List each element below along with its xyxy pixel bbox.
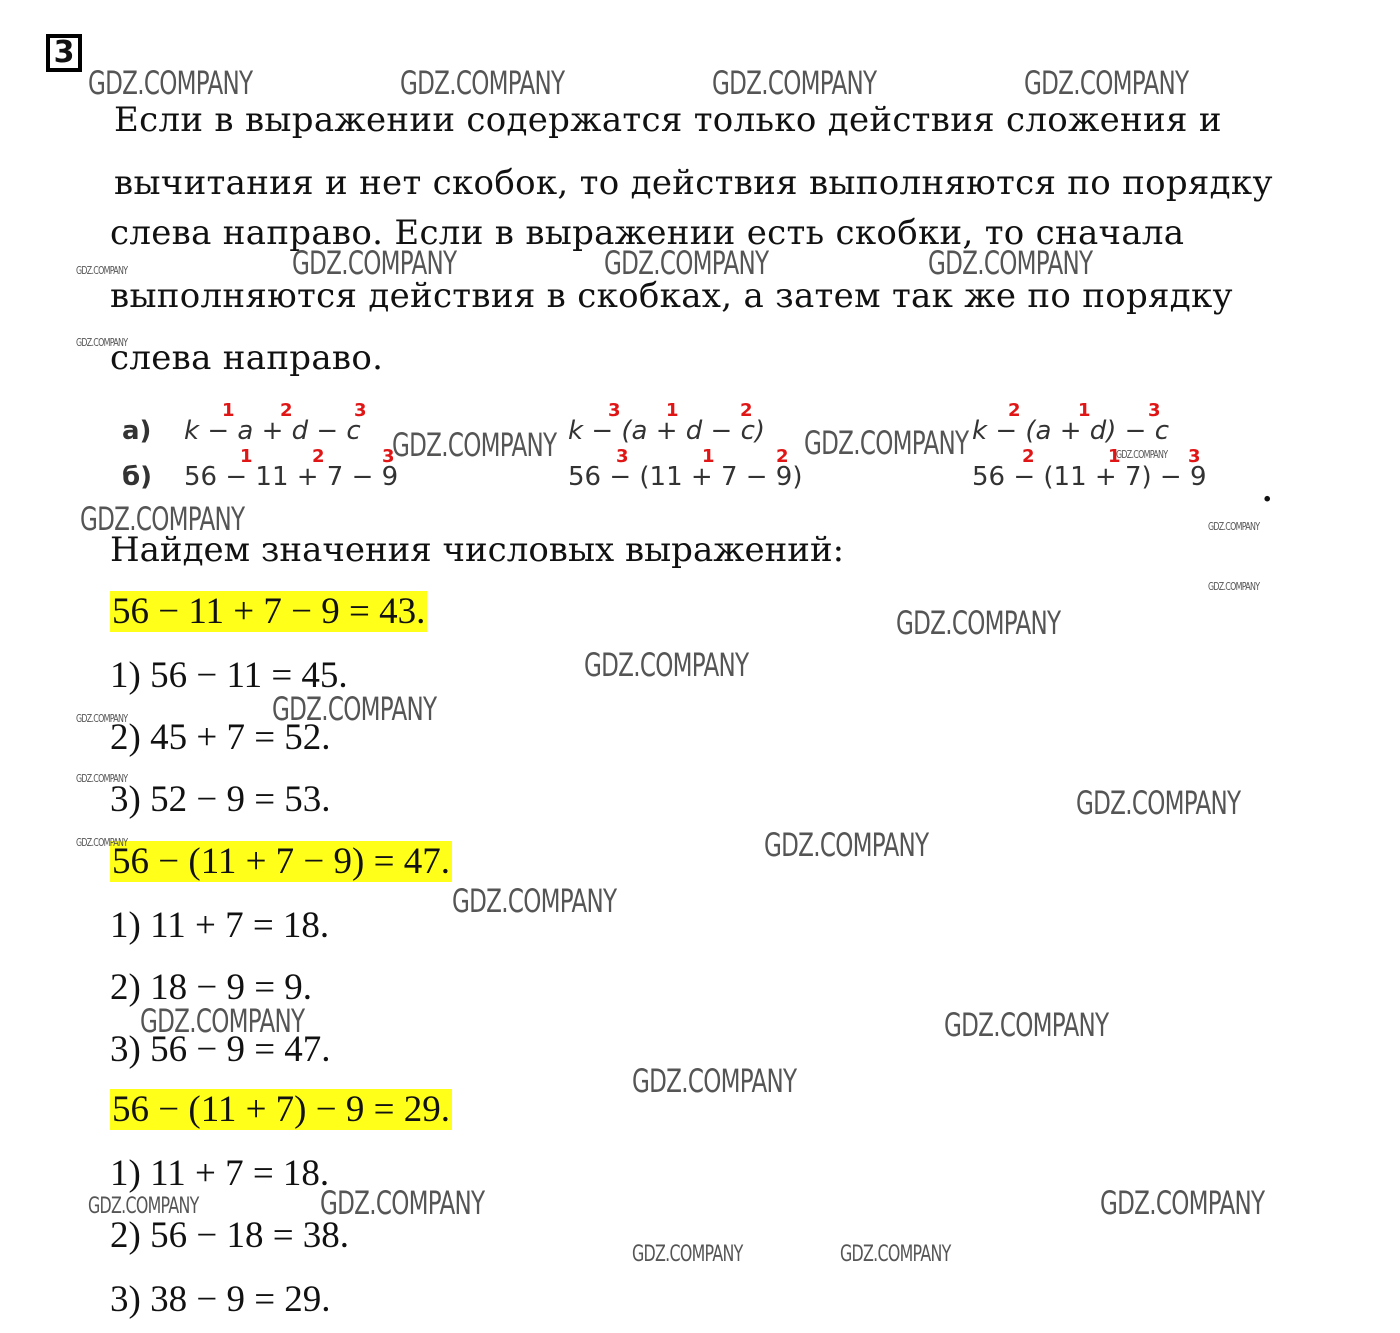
watermark: GDZ.COMPANY	[76, 772, 128, 785]
order-mark: 3	[616, 446, 629, 467]
watermark: GDZ.COMPANY	[400, 64, 565, 102]
order-mark: 1	[240, 446, 253, 467]
task-number-badge: 3	[46, 34, 82, 72]
example-b-2: 56 − (11 + 7 − 9)	[568, 462, 803, 492]
watermark: GDZ.COMPANY	[840, 1242, 951, 1267]
example-a-1: k − a + d − c	[184, 416, 361, 446]
watermark: GDZ.COMPANY	[88, 1194, 199, 1219]
solution-2-step-3: 3) 56 − 9 = 47.	[110, 1029, 331, 1070]
watermark: GDZ.COMPANY	[452, 882, 617, 920]
order-mark: 3	[1188, 446, 1201, 467]
solution-2-step-1: 1) 11 + 7 = 18.	[110, 905, 330, 946]
watermark: GDZ.COMPANY	[76, 264, 128, 277]
watermark: GDZ.COMPANY	[88, 64, 253, 102]
example-a-3: k − (a + d) − c	[972, 416, 1170, 446]
watermark: GDZ.COMPANY	[584, 646, 749, 684]
order-mark: 3	[354, 400, 367, 421]
highlighted-expression: 56 − (11 + 7) − 9 = 29.	[112, 1089, 450, 1130]
watermark: GDZ.COMPANY	[272, 690, 437, 728]
rule-line-3: слева направо. Если в выражении есть скобки, то сначала	[110, 213, 1185, 253]
trailing-dot: .	[1262, 474, 1273, 509]
solution-3-step-1: 1) 11 + 7 = 18.	[110, 1153, 330, 1194]
rule-line-4: выполняются действия в скобках, а затем так же по порядку	[110, 276, 1233, 316]
watermark: GDZ.COMPANY	[140, 1002, 305, 1040]
solution-3-step-2: 2) 56 − 18 = 38.	[110, 1215, 350, 1256]
order-mark: 2	[280, 400, 293, 421]
solution-2-expression	[110, 840, 452, 883]
order-mark: 2	[1008, 400, 1021, 421]
watermark: GDZ.COMPANY	[76, 836, 128, 849]
watermark: GDZ.COMPANY	[1100, 1184, 1265, 1222]
order-mark: 3	[1148, 400, 1161, 421]
order-mark: 1	[222, 400, 235, 421]
order-mark: 1	[666, 400, 679, 421]
watermark: GDZ.COMPANY	[712, 64, 877, 102]
order-mark: 2	[312, 446, 325, 467]
watermark: GDZ.COMPANY	[764, 826, 929, 864]
watermark: GDZ.COMPANY	[76, 336, 128, 349]
watermark: GDZ.COMPANY	[1208, 520, 1260, 533]
order-mark: 3	[608, 400, 621, 421]
examples-row-b	[122, 446, 1252, 506]
watermark: GDZ.COMPANY	[1076, 784, 1241, 822]
highlighted-expression: 56 − 11 + 7 − 9 = 43.	[112, 591, 426, 632]
row-b-label: б)	[122, 462, 153, 492]
watermark: GDZ.COMPANY	[76, 712, 128, 725]
watermark: GDZ.COMPANY	[292, 244, 457, 282]
solution-2-step-2: 2) 18 − 9 = 9.	[110, 967, 313, 1008]
watermark: GDZ.COMPANY	[320, 1184, 485, 1222]
watermark: GDZ.COMPANY	[1208, 580, 1260, 593]
section-heading: Найдем значения числовых выражений:	[110, 530, 845, 570]
order-mark: 1	[702, 446, 715, 467]
watermark: GDZ.COMPANY	[1024, 64, 1189, 102]
watermark: GDZ.COMPANY	[632, 1062, 797, 1100]
rule-line-1: Если в выражении содержатся только действия сложения и	[114, 100, 1222, 140]
example-b-3: 56 − (11 + 7) − 9	[972, 462, 1207, 492]
highlighted-expression: 56 − (11 + 7 − 9) = 47.	[112, 841, 450, 882]
watermark: GDZ.COMPANY	[392, 426, 557, 464]
row-a-label: а)	[122, 416, 152, 446]
watermark: GDZ.COMPANY	[632, 1242, 743, 1267]
watermark: GDZ.COMPANY	[80, 500, 245, 538]
watermark: GDZ.COMPANY	[1116, 448, 1168, 461]
watermark: GDZ.COMPANY	[604, 244, 769, 282]
rule-line-2: вычитания и нет скобок, то действия выполняются по порядку	[114, 163, 1273, 203]
order-mark: 2	[740, 400, 753, 421]
example-a-2: k − (a + d − c)	[568, 416, 766, 446]
watermark: GDZ.COMPANY	[804, 424, 969, 462]
order-mark: 2	[1022, 446, 1035, 467]
order-mark: 1	[1108, 446, 1121, 467]
solution-1-step-1: 1) 56 − 11 = 45.	[110, 655, 348, 696]
solution-1-expression	[110, 590, 427, 633]
order-mark: 3	[382, 446, 395, 467]
watermark: GDZ.COMPANY	[928, 244, 1093, 282]
watermark: GDZ.COMPANY	[944, 1006, 1109, 1044]
solution-3-expression	[110, 1088, 452, 1131]
rule-line-5: слева направо.	[110, 338, 384, 378]
order-mark: 1	[1078, 400, 1091, 421]
solution-3-step-3: 3) 38 − 9 = 29.	[110, 1279, 331, 1320]
watermark: GDZ.COMPANY	[896, 604, 1061, 642]
solution-1-step-2: 2) 45 + 7 = 52.	[110, 717, 331, 758]
order-mark: 2	[776, 446, 789, 467]
example-b-1: 56 − 11 + 7 − 9	[184, 462, 399, 492]
solution-1-step-3: 3) 52 − 9 = 53.	[110, 779, 331, 820]
